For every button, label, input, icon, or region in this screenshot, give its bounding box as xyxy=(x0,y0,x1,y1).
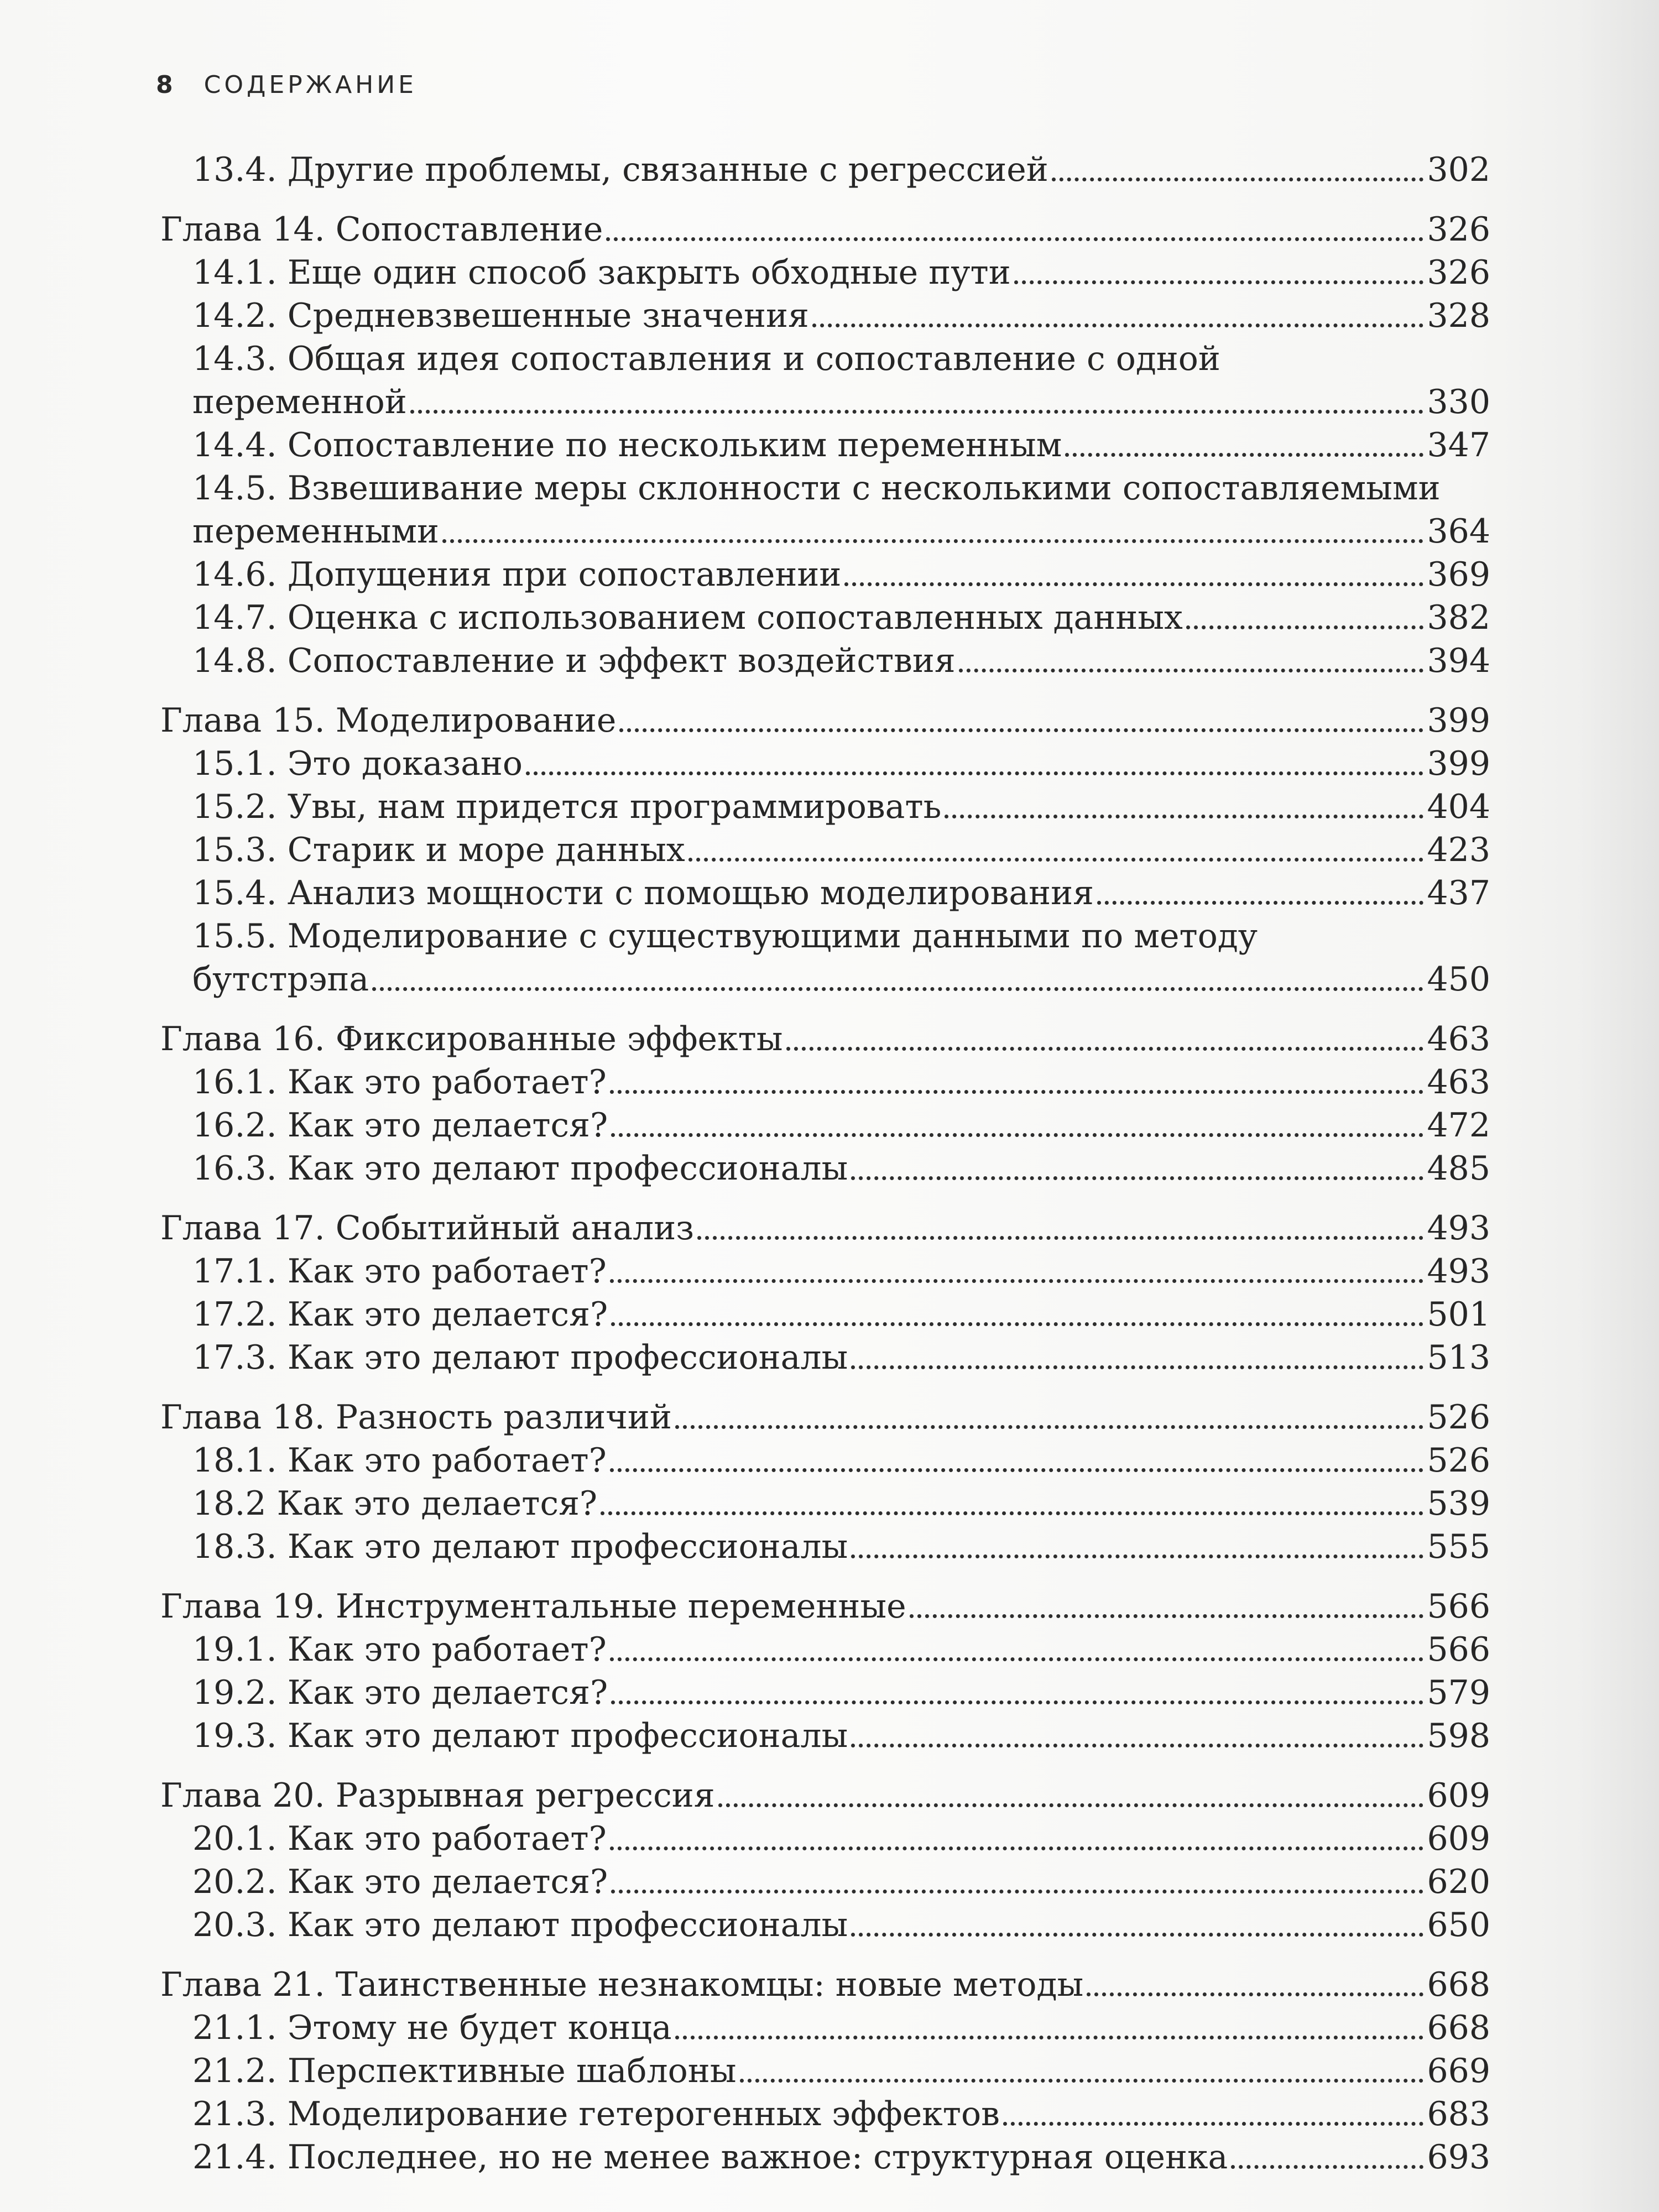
toc-entry-title: Глава 14. Сопоставление xyxy=(160,210,603,249)
toc-entry-title: 18.2 Как это делается? xyxy=(192,1484,598,1523)
dot-leader xyxy=(1003,2121,1424,2126)
toc-section-entry xyxy=(160,424,1490,467)
chapter-gap xyxy=(160,1379,1490,1394)
dot-leader xyxy=(1097,900,1423,905)
dot-leader xyxy=(851,1554,1423,1558)
toc-entry-title: 14.3. Общая идея сопоставления и сопоставление с одной xyxy=(192,340,1220,378)
toc-page-number: 620 xyxy=(1427,1863,1490,1901)
toc-section-entry xyxy=(160,742,1490,785)
dot-leader xyxy=(786,1046,1424,1051)
toc-entry-title: 18.3. Как это делают профессионалы xyxy=(192,1527,848,1566)
dot-leader xyxy=(910,1614,1424,1618)
toc-section-entry xyxy=(160,1860,1490,1903)
toc-page-number: 347 xyxy=(1427,426,1490,465)
toc-section-entry xyxy=(160,915,1490,1001)
toc-entry-title: 14.5. Взвешивание меры склонности с несколькими сопоставляемыми xyxy=(192,469,1441,508)
toc-page-number: 463 xyxy=(1427,1020,1490,1058)
dot-leader xyxy=(611,1700,1423,1704)
toc-chapter-entry xyxy=(160,699,1490,742)
toc-entry-title: 15.1. Это доказано xyxy=(192,744,523,783)
toc-section-entry xyxy=(160,872,1490,915)
dot-leader xyxy=(1014,280,1424,284)
toc-section-entry xyxy=(160,1817,1490,1860)
toc-entry-title: 14.7. Оценка с использованием сопоставленных данных xyxy=(192,598,1183,637)
toc-chapter-entry xyxy=(160,208,1490,251)
page-shadow xyxy=(1576,0,1659,2212)
toc-page-number: 326 xyxy=(1427,210,1490,249)
toc-page-number: 609 xyxy=(1427,1776,1490,1815)
toc-section-entry xyxy=(160,1061,1490,1104)
toc-entry-title: Глава 19. Инструментальные переменные xyxy=(160,1587,906,1626)
dot-leader xyxy=(610,1089,1424,1094)
toc-entry-line xyxy=(192,958,1490,1001)
table-of-contents xyxy=(160,148,1490,2179)
toc-entry-title: 20.1. Как это работает? xyxy=(192,1819,607,1858)
toc-entry-title-continued: переменной xyxy=(192,383,407,421)
toc-page-number: 437 xyxy=(1427,874,1490,912)
toc-section-entry xyxy=(160,294,1490,337)
toc-page-number: 650 xyxy=(1427,1906,1490,1944)
toc-section-entry xyxy=(160,1903,1490,1947)
toc-section-entry xyxy=(160,2049,1490,2093)
toc-section-entry xyxy=(160,1293,1490,1336)
toc-page-number: 326 xyxy=(1427,253,1490,292)
toc-entry-title: Глава 21. Таинственные незнакомцы: новые методы xyxy=(160,1965,1084,2004)
chapter-gap xyxy=(160,1190,1490,1204)
toc-page-number: 394 xyxy=(1427,641,1490,680)
toc-entry-title: Глава 15. Моделирование xyxy=(160,701,617,740)
dot-leader xyxy=(1231,2164,1423,2169)
toc-entry-title: 19.2. Как это делается? xyxy=(192,1673,608,1712)
toc-entry-line xyxy=(192,510,1490,553)
toc-entry-title: 14.8. Сопоставление и эффект воздействия xyxy=(192,641,956,680)
toc-page-number: 485 xyxy=(1427,1149,1490,1188)
toc-page-number: 450 xyxy=(1427,960,1490,999)
dot-leader xyxy=(1087,1992,1423,1996)
toc-entry-title: 20.3. Как это делают профессионалы xyxy=(192,1906,848,1944)
toc-chapter-entry xyxy=(160,1585,1490,1628)
dot-leader xyxy=(442,539,1423,543)
toc-entry-title: 18.1. Как это работает? xyxy=(192,1441,607,1480)
toc-page-number: 493 xyxy=(1427,1209,1490,1248)
dot-leader xyxy=(688,857,1424,862)
chapter-gap xyxy=(160,1757,1490,1772)
dot-leader xyxy=(1065,452,1423,457)
toc-section-entry xyxy=(160,596,1490,639)
dot-leader xyxy=(851,1932,1423,1937)
toc-page-number: 463 xyxy=(1427,1063,1490,1102)
toc-entry-title: Глава 20. Разрывная регрессия xyxy=(160,1776,715,1815)
toc-entry-line xyxy=(192,337,1490,380)
toc-entry-title: 15.5. Моделирование с существующими данными по методу xyxy=(192,917,1258,956)
toc-entry-title-continued: бутстрэпа xyxy=(192,960,369,999)
dot-leader xyxy=(851,1743,1423,1747)
toc-entry-title: 19.1. Как это работает? xyxy=(192,1630,607,1669)
dot-leader xyxy=(812,323,1424,327)
toc-entry-title: 16.3. Как это делают профессионалы xyxy=(192,1149,848,1188)
toc-section-entry xyxy=(160,2093,1490,2136)
toc-entry-title: 16.2. Как это делается? xyxy=(192,1106,608,1145)
toc-chapter-entry xyxy=(160,1018,1490,1061)
dot-leader xyxy=(1186,625,1424,629)
dot-leader xyxy=(610,1279,1424,1283)
toc-page-number: 526 xyxy=(1427,1441,1490,1480)
dot-leader xyxy=(675,2035,1424,2039)
toc-section-entry xyxy=(160,785,1490,828)
toc-section-entry xyxy=(160,1147,1490,1190)
toc-section-entry xyxy=(160,1714,1490,1757)
toc-entry-title: Глава 16. Фиксированные эффекты xyxy=(160,1020,783,1058)
dot-leader xyxy=(851,1176,1423,1180)
dot-leader xyxy=(611,1322,1423,1326)
toc-section-entry xyxy=(160,251,1490,294)
toc-section-entry xyxy=(160,553,1490,596)
toc-entry-title: 17.2. Как это делается? xyxy=(192,1295,608,1334)
toc-page-number: 693 xyxy=(1427,2138,1490,2177)
toc-entry-title: 15.4. Анализ мощности с помощью моделирования xyxy=(192,874,1094,912)
dot-leader xyxy=(619,728,1423,732)
dot-leader xyxy=(959,668,1424,672)
toc-entry-title: 16.1. Как это работает? xyxy=(192,1063,607,1102)
toc-page-number: 526 xyxy=(1427,1398,1490,1437)
toc-entry-title: 15.2. Увы, нам придется программировать xyxy=(192,787,942,826)
toc-section-entry xyxy=(160,337,1490,424)
dot-leader xyxy=(611,1133,1423,1137)
toc-entry-title-continued: переменными xyxy=(192,512,439,551)
toc-page-number: 555 xyxy=(1427,1527,1490,1566)
dot-leader xyxy=(740,2078,1424,2083)
toc-page-number: 566 xyxy=(1427,1630,1490,1669)
dot-leader xyxy=(675,1425,1424,1429)
toc-entry-title: Глава 18. Разность различий xyxy=(160,1398,672,1437)
dot-leader xyxy=(1052,177,1424,181)
toc-entry-title: 15.3. Старик и море данных xyxy=(192,831,685,869)
toc-entry-title: 13.4. Другие проблемы, связанные с регрессией xyxy=(192,150,1048,189)
running-head xyxy=(156,71,417,99)
dot-leader xyxy=(606,237,1423,241)
toc-page-number: 399 xyxy=(1427,744,1490,783)
page-number: 8 xyxy=(156,71,173,99)
toc-page-number: 328 xyxy=(1427,296,1490,335)
dot-leader xyxy=(718,1803,1424,1807)
toc-page-number: 404 xyxy=(1427,787,1490,826)
toc-entry-title: 21.3. Моделирование гетерогенных эффектов xyxy=(192,2095,1000,2133)
toc-section-entry xyxy=(160,639,1490,682)
toc-entry-title: 17.1. Как это работает? xyxy=(192,1252,607,1291)
toc-page-number: 539 xyxy=(1427,1484,1490,1523)
toc-page-number: 609 xyxy=(1427,1819,1490,1858)
toc-entry-title: 14.6. Допущения при сопоставлении xyxy=(192,555,842,594)
chapter-gap xyxy=(160,1568,1490,1583)
toc-section-entry xyxy=(160,1336,1490,1379)
chapter-gap xyxy=(160,682,1490,697)
toc-entry-title: 20.2. Как это делается? xyxy=(192,1863,608,1901)
toc-section-entry xyxy=(160,148,1490,191)
toc-page-number: 382 xyxy=(1427,598,1490,637)
toc-chapter-entry xyxy=(160,1396,1490,1439)
toc-page-number: 472 xyxy=(1427,1106,1490,1145)
chapter-gap xyxy=(160,1947,1490,1961)
toc-section-entry xyxy=(160,1671,1490,1714)
toc-section-entry xyxy=(160,1628,1490,1671)
toc-page-number: 493 xyxy=(1427,1252,1490,1291)
toc-entry-line xyxy=(192,915,1490,958)
dot-leader xyxy=(611,1889,1423,1893)
toc-section-entry xyxy=(160,1250,1490,1293)
chapter-gap xyxy=(160,191,1490,206)
toc-page-number: 668 xyxy=(1427,2008,1490,2047)
toc-page-number: 423 xyxy=(1427,831,1490,869)
toc-chapter-entry xyxy=(160,1963,1490,2006)
toc-entry-title: 17.3. Как это делают профессионалы xyxy=(192,1338,848,1377)
toc-page-number: 364 xyxy=(1427,512,1490,551)
toc-section-entry xyxy=(160,467,1490,553)
toc-entry-title: 21.2. Перспективные шаблоны xyxy=(192,2052,737,2090)
toc-entry-title: Глава 17. Событийный анализ xyxy=(160,1209,694,1248)
dot-leader xyxy=(844,582,1423,586)
dot-leader xyxy=(410,409,1424,414)
toc-page-number: 501 xyxy=(1427,1295,1490,1334)
toc-entry-title: 14.1. Еще один способ закрыть обходные пути xyxy=(192,253,1011,292)
toc-page-number: 513 xyxy=(1427,1338,1490,1377)
toc-page-number: 579 xyxy=(1427,1673,1490,1712)
toc-page-number: 369 xyxy=(1427,555,1490,594)
toc-section-entry xyxy=(160,1525,1490,1568)
dot-leader xyxy=(610,1846,1424,1850)
toc-chapter-entry xyxy=(160,1207,1490,1250)
dot-leader xyxy=(610,1468,1424,1472)
toc-page-number: 302 xyxy=(1427,150,1490,189)
dot-leader xyxy=(601,1511,1423,1515)
running-title: СОДЕРЖАНИЕ xyxy=(204,71,417,99)
toc-page-number: 566 xyxy=(1427,1587,1490,1626)
toc-entry-title: 21.4. Последнее, но не менее важное: структурная оценка xyxy=(192,2138,1228,2177)
toc-entry-title: 14.4. Сопоставление по нескольким переменным xyxy=(192,426,1062,465)
toc-section-entry xyxy=(160,2136,1490,2179)
dot-leader xyxy=(526,771,1423,775)
toc-chapter-entry xyxy=(160,1774,1490,1817)
toc-section-entry xyxy=(160,1104,1490,1147)
toc-page-number: 399 xyxy=(1427,701,1490,740)
toc-entry-line xyxy=(192,467,1490,510)
toc-page-number: 668 xyxy=(1427,1965,1490,2004)
dot-leader xyxy=(945,814,1423,818)
toc-page-number: 683 xyxy=(1427,2095,1490,2133)
toc-page-number: 669 xyxy=(1427,2052,1490,2090)
toc-section-entry xyxy=(160,2006,1490,2049)
toc-page-number: 598 xyxy=(1427,1717,1490,1755)
toc-entry-title: 19.3. Как это делают профессионалы xyxy=(192,1717,848,1755)
toc-section-entry xyxy=(160,1439,1490,1482)
toc-entry-line xyxy=(192,380,1490,424)
dot-leader xyxy=(610,1657,1424,1661)
dot-leader xyxy=(851,1365,1423,1369)
toc-section-entry xyxy=(160,828,1490,872)
toc-entry-title: 21.1. Этому не будет конца xyxy=(192,2008,672,2047)
dot-leader xyxy=(697,1235,1423,1240)
dot-leader xyxy=(372,987,1423,991)
toc-entry-title: 14.2. Средневзвешенные значения xyxy=(192,296,809,335)
toc-section-entry xyxy=(160,1482,1490,1525)
chapter-gap xyxy=(160,1001,1490,1015)
toc-page-number: 330 xyxy=(1427,383,1490,421)
